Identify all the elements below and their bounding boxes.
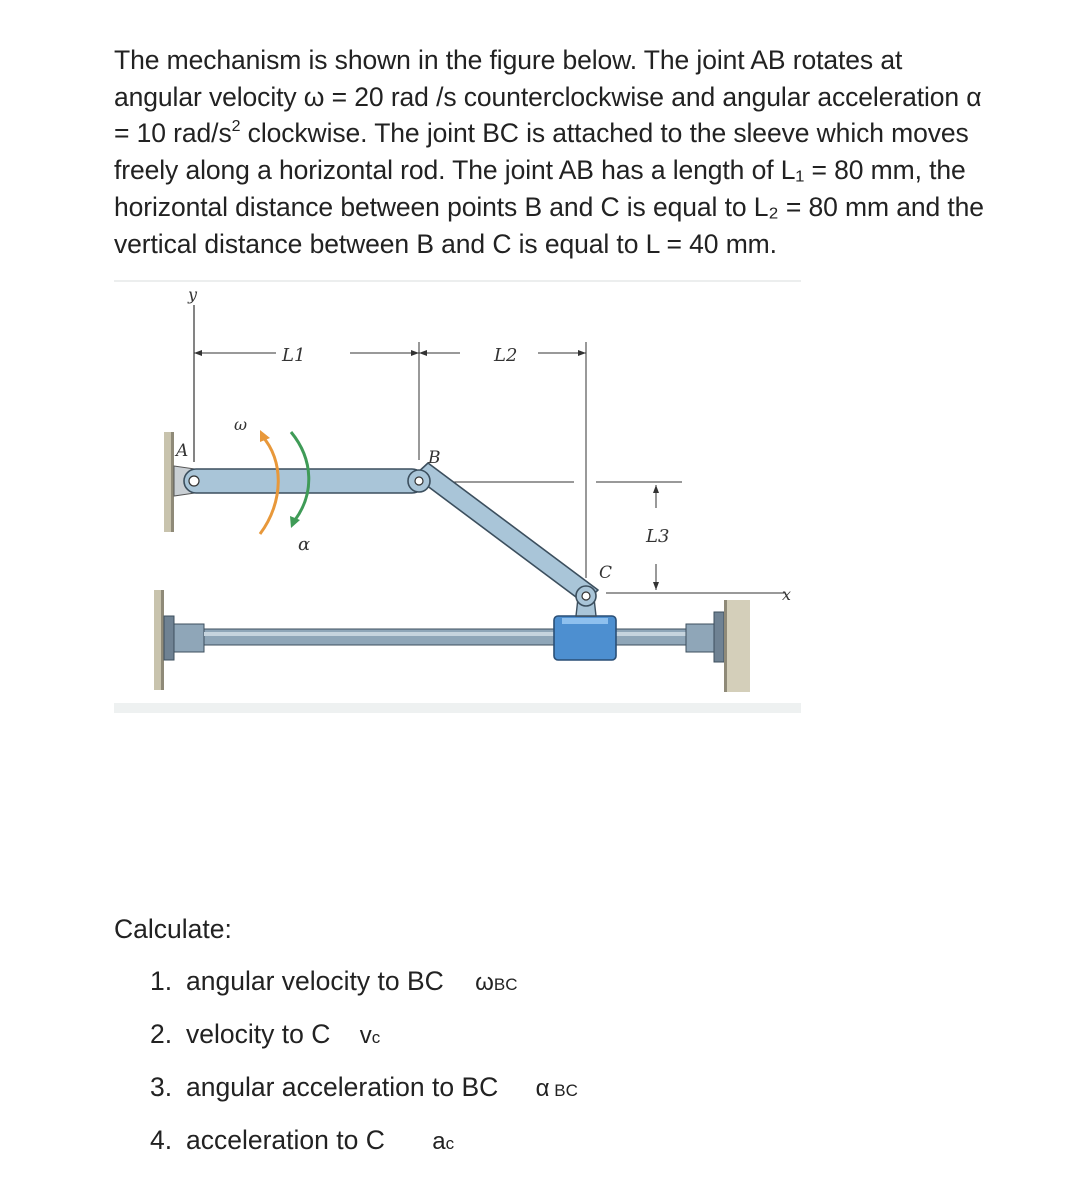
- rod-collar-right: [686, 624, 714, 652]
- problem-line-1: The mechanism is shown in the figure below. The joint AB rotates at: [114, 45, 903, 75]
- problem-line-5: horizontal distance between points B and C is equal to L₂ = 80 mm and the: [114, 191, 984, 222]
- y-axis-label: y: [188, 285, 198, 304]
- problem-line-3-a: = 10 rad/s: [114, 118, 232, 149]
- rod-flange-right: [714, 612, 724, 662]
- task-list: [150, 966, 578, 1178]
- task-symbol: vc: [359, 1022, 381, 1049]
- task-item: [150, 966, 578, 1019]
- task-number: 3.: [150, 1072, 173, 1102]
- label-C: C: [599, 563, 613, 583]
- mechanism-diagram: [114, 280, 801, 713]
- task-text: velocity to C: [186, 1019, 331, 1049]
- sleeve-highlight: [562, 618, 608, 624]
- task-symbol: ac: [432, 1128, 455, 1155]
- task-number: 4.: [150, 1125, 173, 1155]
- label-A: A: [176, 441, 189, 461]
- pin-A: [189, 476, 199, 486]
- task-item: [150, 1125, 578, 1178]
- L3-label: L3: [646, 526, 670, 547]
- squared-superscript: 2: [231, 117, 241, 135]
- rod-collar-left: [174, 624, 204, 652]
- rod-flange-left: [164, 616, 174, 660]
- wall-right-lower: [724, 600, 750, 692]
- task-text: acceleration to C: [186, 1125, 385, 1155]
- task-symbol: α BC: [535, 1075, 578, 1102]
- wall-right-lower-edge: [724, 600, 727, 692]
- pin-B: [415, 477, 423, 485]
- L2-label: L2: [494, 345, 518, 366]
- mechanism-figure: [114, 280, 801, 713]
- problem-line-2: angular velocity ω = 20 rad /s counterclockwise and angular acceleration α: [114, 81, 982, 112]
- guide-rod: [204, 629, 714, 645]
- calculate-title: Calculate:: [114, 914, 232, 944]
- label-B: B: [428, 448, 441, 468]
- figure-bottom-band: [114, 703, 801, 713]
- task-item: [150, 1019, 578, 1072]
- task-symbol: ωBC: [475, 969, 518, 996]
- task-text: angular velocity to BC: [186, 966, 444, 996]
- omega-label: ω: [234, 415, 248, 434]
- problem-line-3-b: clockwise. The joint BC is attached to the sleeve which moves: [240, 118, 969, 149]
- pin-C: [582, 592, 590, 600]
- problem-statement: [114, 42, 1044, 262]
- problem-line-6: vertical distance between B and C is equal to L = 40 mm.: [114, 228, 777, 259]
- x-axis-label: x: [782, 585, 792, 604]
- task-item: [150, 1072, 578, 1125]
- L1-label: L1: [282, 345, 306, 366]
- link-AB: [184, 469, 424, 493]
- problem-line-3: [114, 115, 1044, 152]
- alpha-label: α: [298, 534, 311, 555]
- task-text: angular acceleration to BC: [186, 1072, 499, 1102]
- task-number: 1.: [150, 966, 173, 996]
- problem-line-4: freely along a horizontal rod. The joint AB has a length of L₁ = 80 mm, the: [114, 155, 966, 186]
- guide-rod-highlight: [204, 632, 714, 636]
- task-number: 2.: [150, 1019, 173, 1049]
